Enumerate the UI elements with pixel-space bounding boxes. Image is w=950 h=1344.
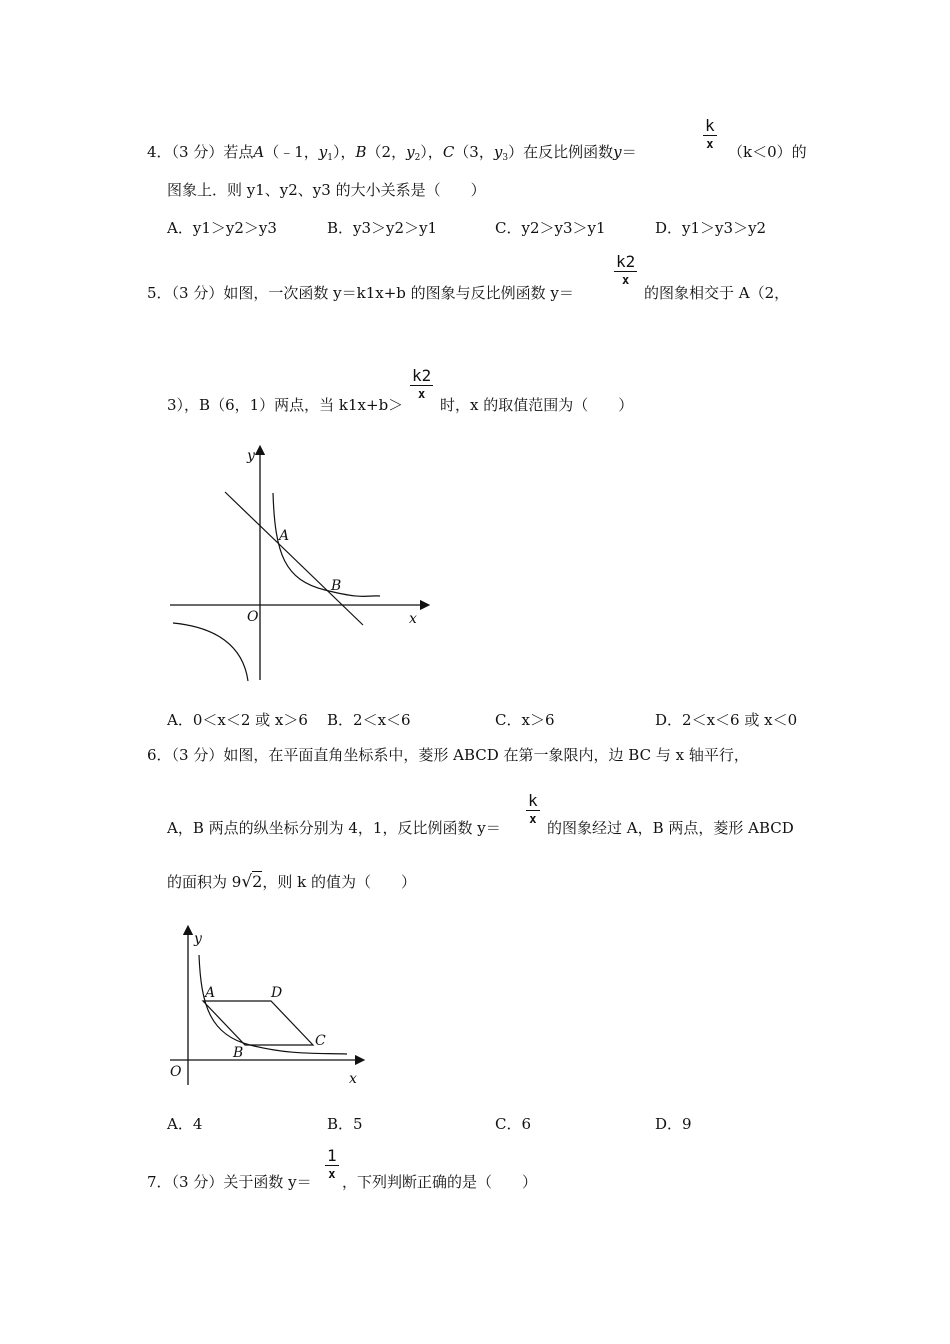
option-text: 2＜x＜6 或 x＜0 <box>682 711 798 729</box>
q5-stem-line2a: 3），B（6，1）两点，当 k1x+b＞ <box>167 396 404 414</box>
q7-frac-den: x <box>328 1167 336 1181</box>
q5-label-x: x <box>409 611 417 627</box>
q7-fraction <box>325 1147 339 1182</box>
q5-figure <box>165 445 435 685</box>
q4-c-coords: （3， <box>454 143 494 161</box>
q6-label-c: C <box>315 1033 326 1049</box>
q7-score: （3 分） <box>171 1173 224 1191</box>
option-text: 2＜x＜6 <box>353 711 411 729</box>
q4-a-coords: （﹣1， <box>264 143 319 161</box>
q7-stem <box>147 1172 312 1192</box>
option-text: y3＞y2＞y1 <box>353 219 438 237</box>
q6-text3a: 的面积为 9 <box>167 873 242 891</box>
q7-stem-b: ，下列判断正确的是（ ） <box>342 1173 538 1191</box>
option-label: D． <box>655 1115 683 1133</box>
q7-text-a: 关于函数 y＝ <box>223 1173 312 1191</box>
q5-number: 5． <box>147 284 172 302</box>
q6-option-a[interactable] <box>167 1114 202 1134</box>
option-label: B． <box>327 1115 354 1133</box>
q6-stem-line2a: A，B 两点的纵坐标分别为 4，1，反比例函数 y＝ <box>167 819 501 837</box>
q4-point-b: B <box>355 143 367 161</box>
q5-hyperbola-q3 <box>173 623 248 681</box>
option-text: y1＞y2＞y3 <box>192 219 277 237</box>
q4-number: 4． <box>147 143 172 161</box>
option-text: 4 <box>192 1115 203 1133</box>
q4-eq: ＝ <box>621 143 637 161</box>
option-label: D． <box>655 219 683 237</box>
option-text: y1＞y3＞y2 <box>682 219 767 237</box>
q6-frac-den: x <box>529 812 537 826</box>
q6-label-a: A <box>205 985 216 1001</box>
option-text: 6 <box>521 1115 532 1133</box>
q6-option-c[interactable] <box>495 1114 531 1134</box>
q5-label-y: y <box>247 448 255 464</box>
q6-fraction <box>526 792 540 827</box>
q5-frac-num: k2 <box>616 252 636 271</box>
q5-option-a[interactable] <box>167 710 308 730</box>
q5-fraction-2 <box>410 367 433 402</box>
q4-text-a: 若点 <box>223 143 254 161</box>
option-label: D． <box>655 711 683 729</box>
q5-hyperbola-q1 <box>273 493 380 596</box>
q4-score: （3 分） <box>171 143 224 161</box>
q6-stem-line1 <box>147 745 749 765</box>
q6-frac-num: k <box>528 791 538 810</box>
option-text: 9 <box>682 1115 692 1133</box>
option-label: B． <box>327 219 354 237</box>
q4-y1: y <box>318 143 328 161</box>
q6-option-b[interactable] <box>327 1114 363 1134</box>
sqrt-symbol: √ <box>241 872 253 892</box>
q4-condition: （k＜0）的 <box>728 143 807 161</box>
q4-option-d[interactable] <box>655 218 766 238</box>
q4-option-b[interactable] <box>327 218 437 238</box>
option-label: A． <box>167 711 193 729</box>
q6-label-b: B <box>233 1045 244 1061</box>
q4-option-c[interactable] <box>495 218 606 238</box>
q5-stem-line2b: 时，x 的取值范围为（ ） <box>440 396 634 414</box>
q5-frac-den: x <box>622 273 630 287</box>
q6-label-y: y <box>194 931 202 947</box>
option-text: 5 <box>353 1115 363 1133</box>
option-label: C． <box>495 219 522 237</box>
q4-y3-sub: 3 <box>502 153 509 163</box>
q4-point-c: C <box>442 143 455 161</box>
q4-stem-line2: 图象上．则 y1、y2、y3 的大小关系是（ ） <box>167 181 486 199</box>
q7-number: 7． <box>147 1173 172 1191</box>
q6-stem-line3 <box>167 872 416 892</box>
q6-label-o: O <box>170 1064 182 1080</box>
option-text: x＞6 <box>521 711 555 729</box>
q5-fraction <box>614 253 637 288</box>
q5-option-d[interactable] <box>655 710 797 730</box>
q5-option-c[interactable] <box>495 710 555 730</box>
q6-stem-line2b: 的图象经过 A，B 两点，菱形 ABCD <box>547 819 794 837</box>
q4-frac-den: x <box>706 137 714 151</box>
q5-label-a: A <box>279 528 290 544</box>
q5-label-b: B <box>331 578 342 594</box>
q4-y1-sub: 1 <box>327 153 333 163</box>
q4-fraction <box>703 117 717 152</box>
q6-sqrt-value: 2 <box>252 872 263 891</box>
q6-text3b: ，则 k 的值为（ ） <box>262 873 416 891</box>
q4-y3: y <box>493 143 503 161</box>
q6-label-x: x <box>349 1071 357 1087</box>
q4-close1: ）， <box>332 143 356 161</box>
q5-frac2-den: x <box>418 387 426 401</box>
q4-frac-num: k <box>705 116 715 135</box>
q5-stem-line1 <box>147 283 574 303</box>
q6-rhombus <box>203 1001 313 1045</box>
q6-option-d[interactable] <box>655 1114 692 1134</box>
option-label: A． <box>167 1115 193 1133</box>
option-text: 0＜x＜2 或 x＞6 <box>192 711 308 729</box>
q7-frac-num: 1 <box>327 1146 337 1165</box>
q4-point-a: A <box>253 143 265 161</box>
option-label: C． <box>495 1115 522 1133</box>
q6-label-d: D <box>271 985 283 1001</box>
q4-close2: ）， <box>420 143 443 161</box>
option-label: B． <box>327 711 354 729</box>
q5-option-b[interactable] <box>327 710 411 730</box>
q5-frac2-num: k2 <box>412 366 432 385</box>
q5-stem-line1b: 的图象相交于 A（2， <box>644 284 790 302</box>
q5-label-o: O <box>247 609 259 625</box>
q5-score: （3 分） <box>171 284 224 302</box>
option-text: y2＞y3＞y1 <box>521 219 606 237</box>
q5-text1: 如图，一次函数 y＝k1x+b 的图象与反比例函数 y＝ <box>223 284 574 302</box>
q6-figure <box>165 925 365 1090</box>
q4-func-y: y <box>613 143 622 161</box>
q4-close3: ）在反比例函数 <box>508 143 614 161</box>
q4-option-a[interactable] <box>167 218 277 238</box>
q4-stem-line1 <box>147 142 637 168</box>
q4-y2-sub: 2 <box>414 153 421 163</box>
option-label: A． <box>167 219 193 237</box>
option-label: C． <box>495 711 522 729</box>
q6-score: （3 分） <box>171 746 224 764</box>
q4-b-coords: （2， <box>366 143 407 161</box>
q4-y2: y <box>406 143 415 161</box>
q6-number: 6． <box>147 746 172 764</box>
q6-text1: 如图，在平面直角坐标系中，菱形 ABCD 在第一象限内，边 BC 与 x 轴平行， <box>223 746 749 764</box>
